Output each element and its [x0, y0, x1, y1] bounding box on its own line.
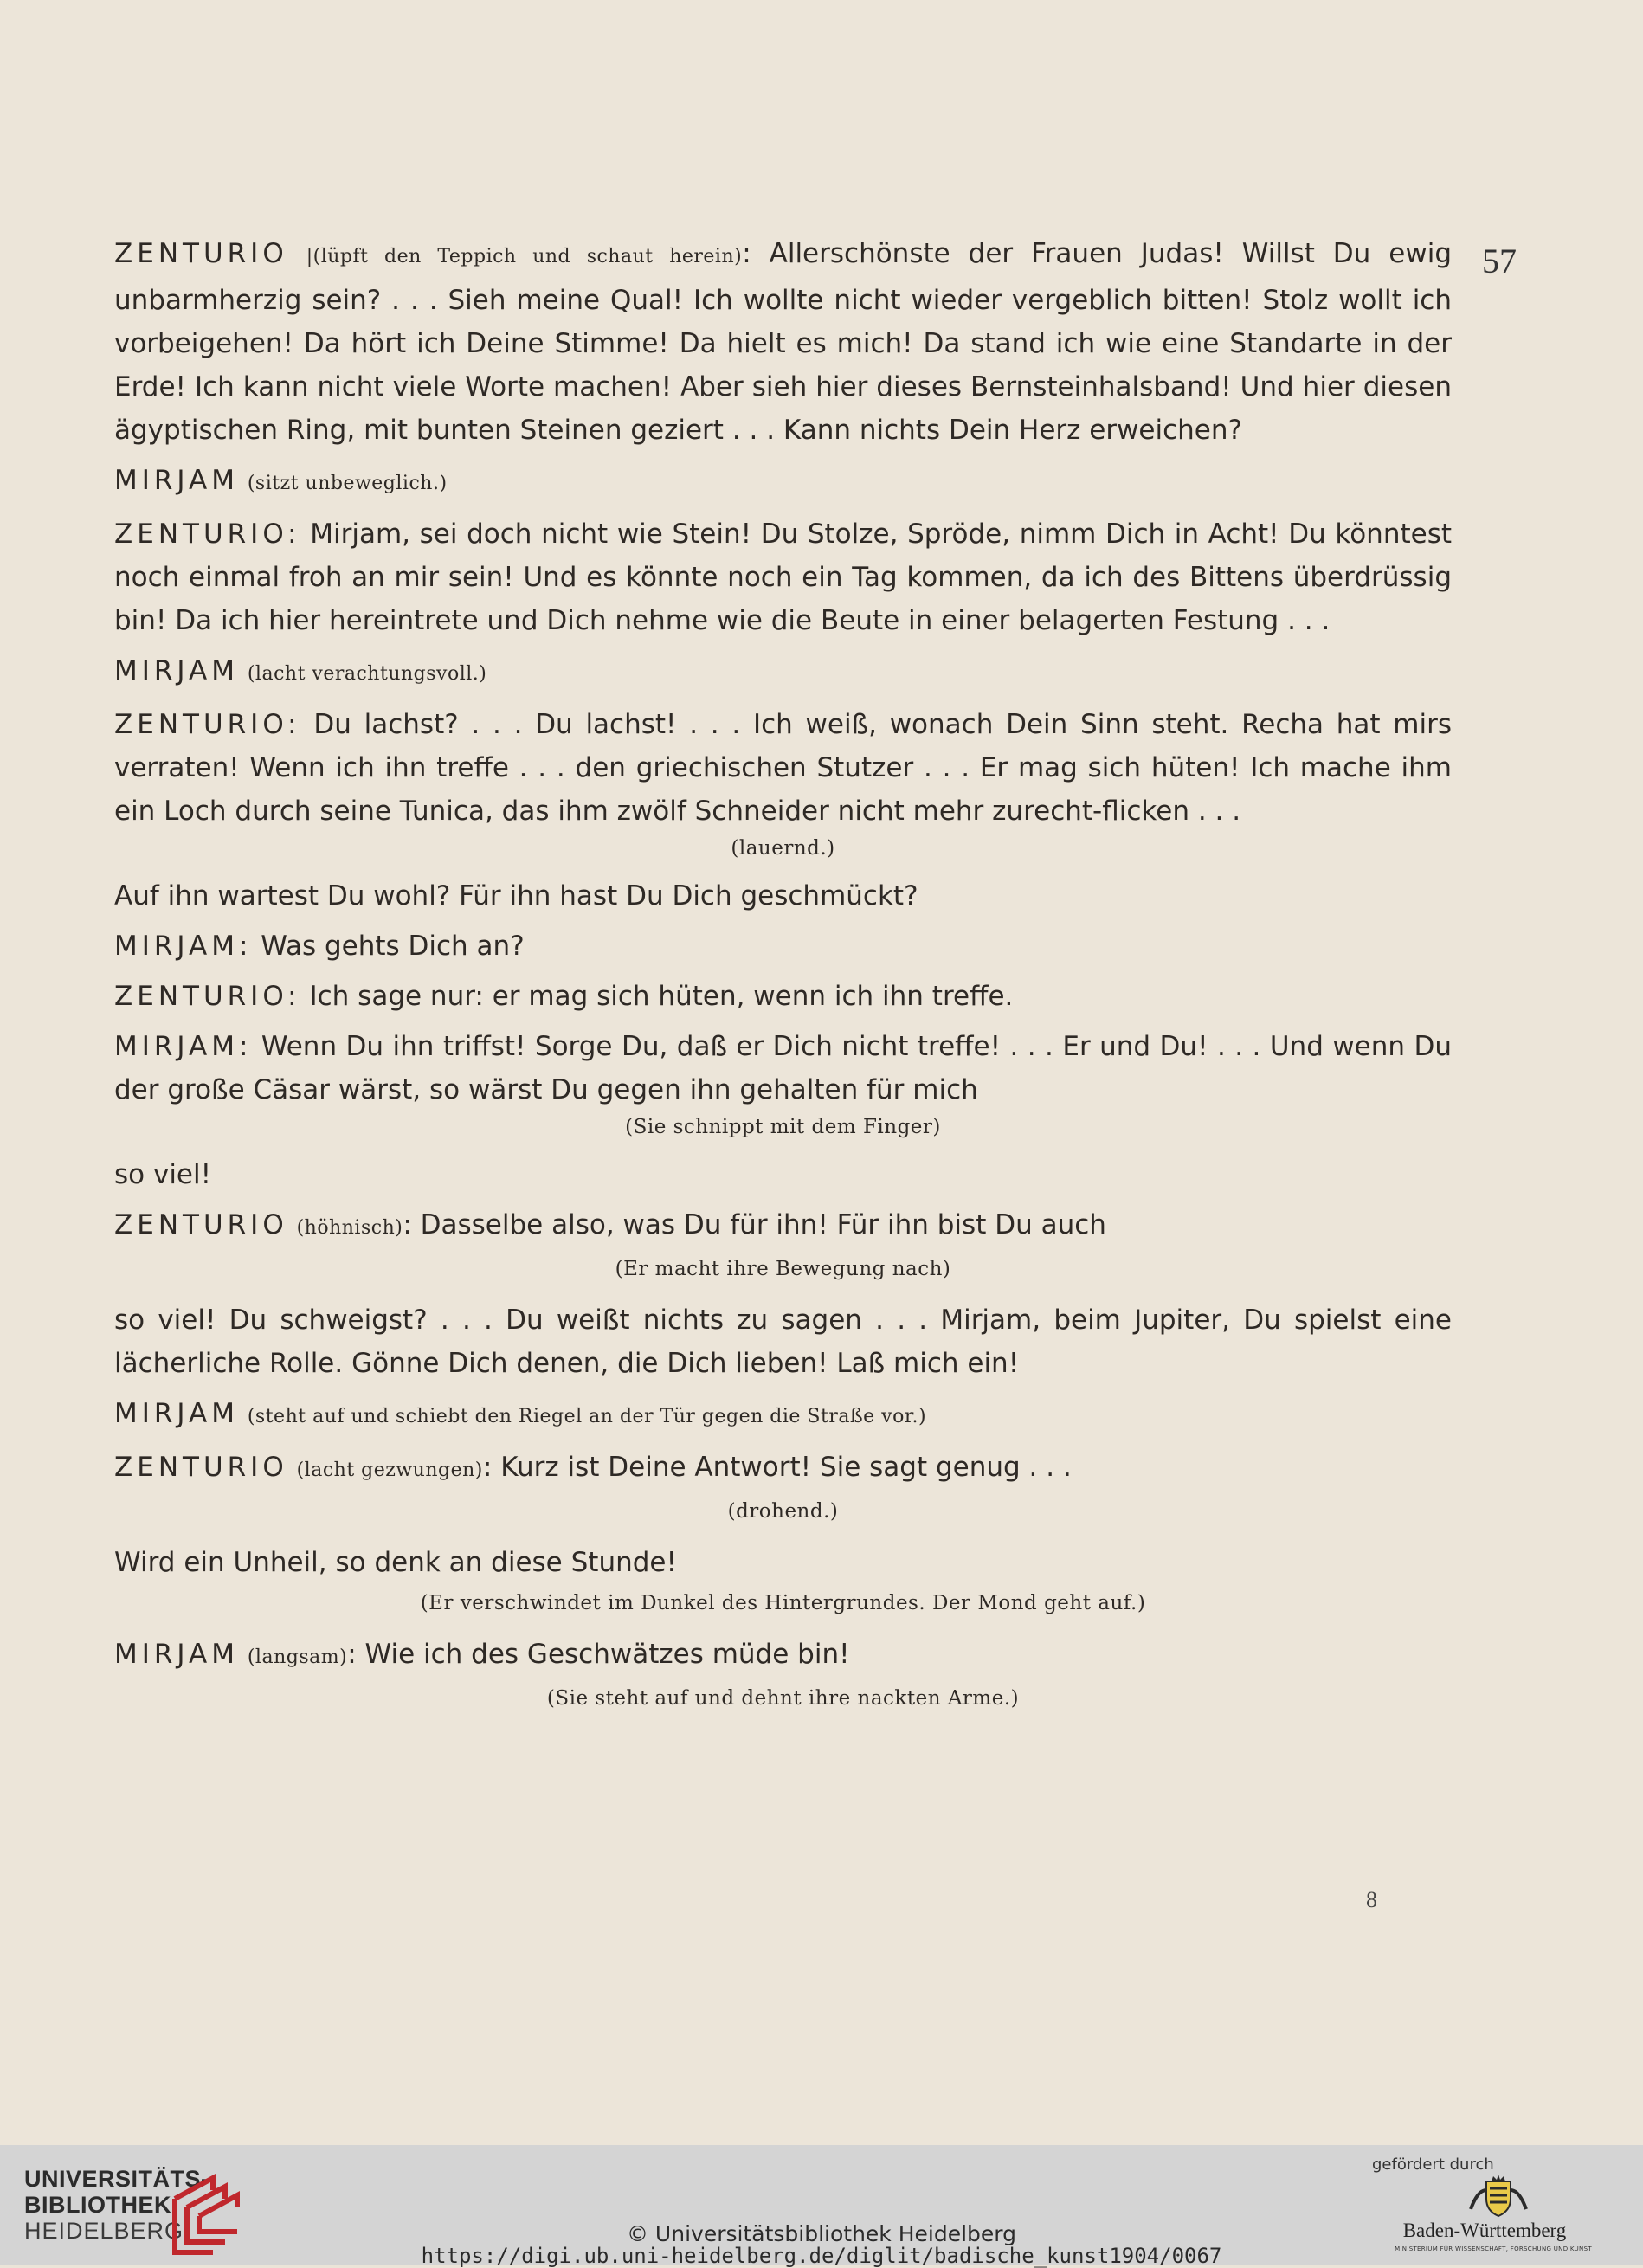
dialogue-text: Ich sage nur: er mag sich hüten, wenn ich ihn treffe. [309, 981, 1014, 1012]
dialogue-paragraph [114, 925, 1452, 968]
dialogue-text: Kurz ist Deine Antwort! Sie sagt genug . . . [500, 1452, 1072, 1483]
dialogue-paragraph [114, 874, 1452, 918]
funder-name[interactable]: Baden-Württemberg [1402, 2220, 1567, 2241]
stage-direction: (sitzt unbeweglich.) [247, 473, 448, 494]
play-text [114, 232, 1452, 1728]
speaker-name: MIRJAM [114, 465, 239, 496]
speaker-name: ZENTURIO [114, 1209, 288, 1240]
speaker-name: ZENTURIO [114, 1452, 288, 1483]
dialogue-paragraph [114, 512, 1452, 642]
dialogue-text: Dasselbe also, was Du für ihn! Für ihn bist Du auch [420, 1209, 1106, 1240]
dialogue-text: Wie ich des Geschwätzes müde bin! [364, 1639, 850, 1670]
dialogue-text: Auf ihn wartest Du wohl? Für ihn hast Du Dich geschmückt? [114, 880, 918, 912]
stage-direction: (lacht verachtungsvoll.) [247, 663, 487, 685]
speaker-name: MIRJAM [114, 655, 239, 686]
dialogue-paragraph: ZENTURIO (höhnisch): Dasselbe also, was Du für ihn! Für ihn bist Du auch [114, 1209, 1106, 1240]
stage-direction: (höhnisch) [296, 1217, 403, 1239]
baden-wuerttemberg-crest-icon [1467, 2175, 1530, 2223]
speaker-name: ZENTURIO: [114, 519, 301, 550]
dialogue-paragraph [114, 649, 1452, 696]
stage-direction: (Er macht ihre Bewegung nach) [615, 1258, 951, 1280]
stage-direction: (lauernd.) [731, 837, 835, 860]
dialogue-paragraph [114, 703, 1452, 833]
copyright-notice: © Universitätsbibliothek Heidelberg [626, 2221, 1016, 2246]
speaker-name: MIRJAM [114, 1639, 239, 1670]
dialogue-paragraph: MIRJAM (langsam): Wie ich des Geschwätzes müde bin! [114, 1639, 850, 1670]
dialogue-paragraph [114, 1392, 1452, 1439]
speaker-name: MIRJAM [114, 1398, 239, 1429]
stage-direction: (Sie schnippt mit dem Finger) [625, 1116, 941, 1138]
dialogue-text: Mirjam, sei doch nicht wie Stein! Du Stolze, Spröde, nimm Dich in Acht! Du könntest noch einmal froh an mir sein! Und es könnte noch ein Tag kommen, da ich des Bittens überdrüssig bin! Da ich hier hereintrete und Dich nehme wie die Beute in einer belagerten Festung . . . [114, 519, 1453, 636]
signature-mark: 8 [1366, 1887, 1377, 1912]
dialogue-text: Du lachst? . . . Du lachst! . . . Ich weiß, wonach Dein Sinn steht. Recha hat mirs verraten! Wenn ich ihn treffe . . . den griechischen Stutzer . . . Er mag sich hüten! Ich mache ihm ein Loch durch seine Tunica, das ihm zwölf Schneider nicht mehr zurecht-flicken . . . [114, 709, 1452, 827]
dialogue-paragraph: ZENTURIO (lacht gezwungen): Kurz ist Deine Antwort! Sie sagt genug . . . [114, 1452, 1072, 1483]
speaker-name: ZENTURIO: [114, 709, 301, 740]
library-logo[interactable]: UNIVERSITÄTS- BIBLIOTHEK HEIDELBERG [24, 2166, 209, 2244]
stage-direction: (drohend.) [727, 1500, 839, 1523]
dialogue-text: Wenn Du ihn triffst! Sorge Du, daß er Dich nicht treffe! . . . Er und Du! . . . Und wenn Du der große Cäsar wärst, so wärst Du gegen ihn gehalten für mich [114, 1031, 1453, 1105]
dialogue-paragraph [114, 1025, 1452, 1111]
ministry-label: MINISTERIUM FÜR WISSENSCHAFT, FORSCHUNG UND KUNST [1395, 2245, 1592, 2252]
stage-direction: (Er verschwindet im Dunkel des Hintergrundes. Der Mond geht auf.) [420, 1592, 1146, 1614]
dialogue-paragraph [114, 1541, 1452, 1584]
stage-direction: (steht auf und schiebt den Riegel an der Tür gegen die Straße vor.) [247, 1406, 927, 1427]
dialogue-paragraph: ZENTURIO |(lüpft den Teppich und schaut herein): Allerschönste der Frauen Judas! Willst Du ewig unbarmherzig sein? . . . Sieh meine Qual! Ich wollte nicht wieder vergeblich bitten! Stolz wollt ich vorbeigehen! Da hört ich Deine Stimme! Da hielt es mich! Da stand ich wie eine Standarte in der Erde! Ich kann nicht viele Worte machen! Aber sieh hier dieses Bernsteinhalsband! Und hier diesen ägyptischen Ring, mit bunten Steinen geziert . . . Kann nichts Dein Herz erweichen? [114, 238, 1452, 446]
dialogue-text: Allerschönste der Frauen Judas! Willst Du ewig unbarmherzig sein? . . . Sieh meine Qual! Ich wollte nicht wieder vergeblich bitten! Stolz wollt ich vorbeigehen! Da hört ich Deine Stimme! Da hielt es mich! Da stand ich wie eine Standarte in der Erde! Ich kann nicht viele Worte machen! Aber sieh hier dieses Bernsteinhalsband! Und hier diesen ägyptischen Ring, mit bunten Steinen geziert . . . Kann nichts Dein Herz erweichen? [114, 238, 1452, 446]
speaker-name: MIRJAM: [114, 1031, 253, 1062]
page-number: 57 [1482, 242, 1517, 280]
speaker-name: ZENTURIO: [114, 981, 301, 1012]
footer-bar [0, 2145, 1643, 2268]
dialogue-paragraph [114, 975, 1452, 1018]
stage-direction: (lüpft den Teppich und schaut herein) [312, 246, 743, 267]
dialogue-text: Wird ein Unheil, so denk an diese Stunde! [114, 1547, 677, 1578]
stage-direction: (Sie steht auf und dehnt ihre nackten Arme.) [546, 1687, 1020, 1710]
dialogue-paragraph [114, 459, 1452, 506]
dialogue-text: so viel! [114, 1159, 212, 1190]
speaker-name: MIRJAM: [114, 931, 253, 962]
permalink-url[interactable]: https://digi.ub.uni-heidelberg.de/diglit/badische_kunst1904/0067 [421, 2244, 1222, 2268]
funded-by-label: gefördert durch [1372, 2155, 1494, 2174]
dialogue-text: so viel! Du schweigst? . . . Du weißt nichts zu sagen . . . Mirjam, beim Jupiter, Du spielst eine lächerliche Rolle. Gönne Dich denen, die Dich lieben! Laß mich ein! [114, 1305, 1452, 1379]
stage-direction: (langsam) [247, 1646, 348, 1668]
dialogue-paragraph [114, 1298, 1452, 1385]
stage-direction: (lacht gezwungen) [296, 1459, 483, 1481]
dialogue-paragraph [114, 1153, 1452, 1196]
dialogue-text: Was gehts Dich an? [261, 931, 525, 962]
speaker-name: ZENTURIO [114, 238, 288, 269]
